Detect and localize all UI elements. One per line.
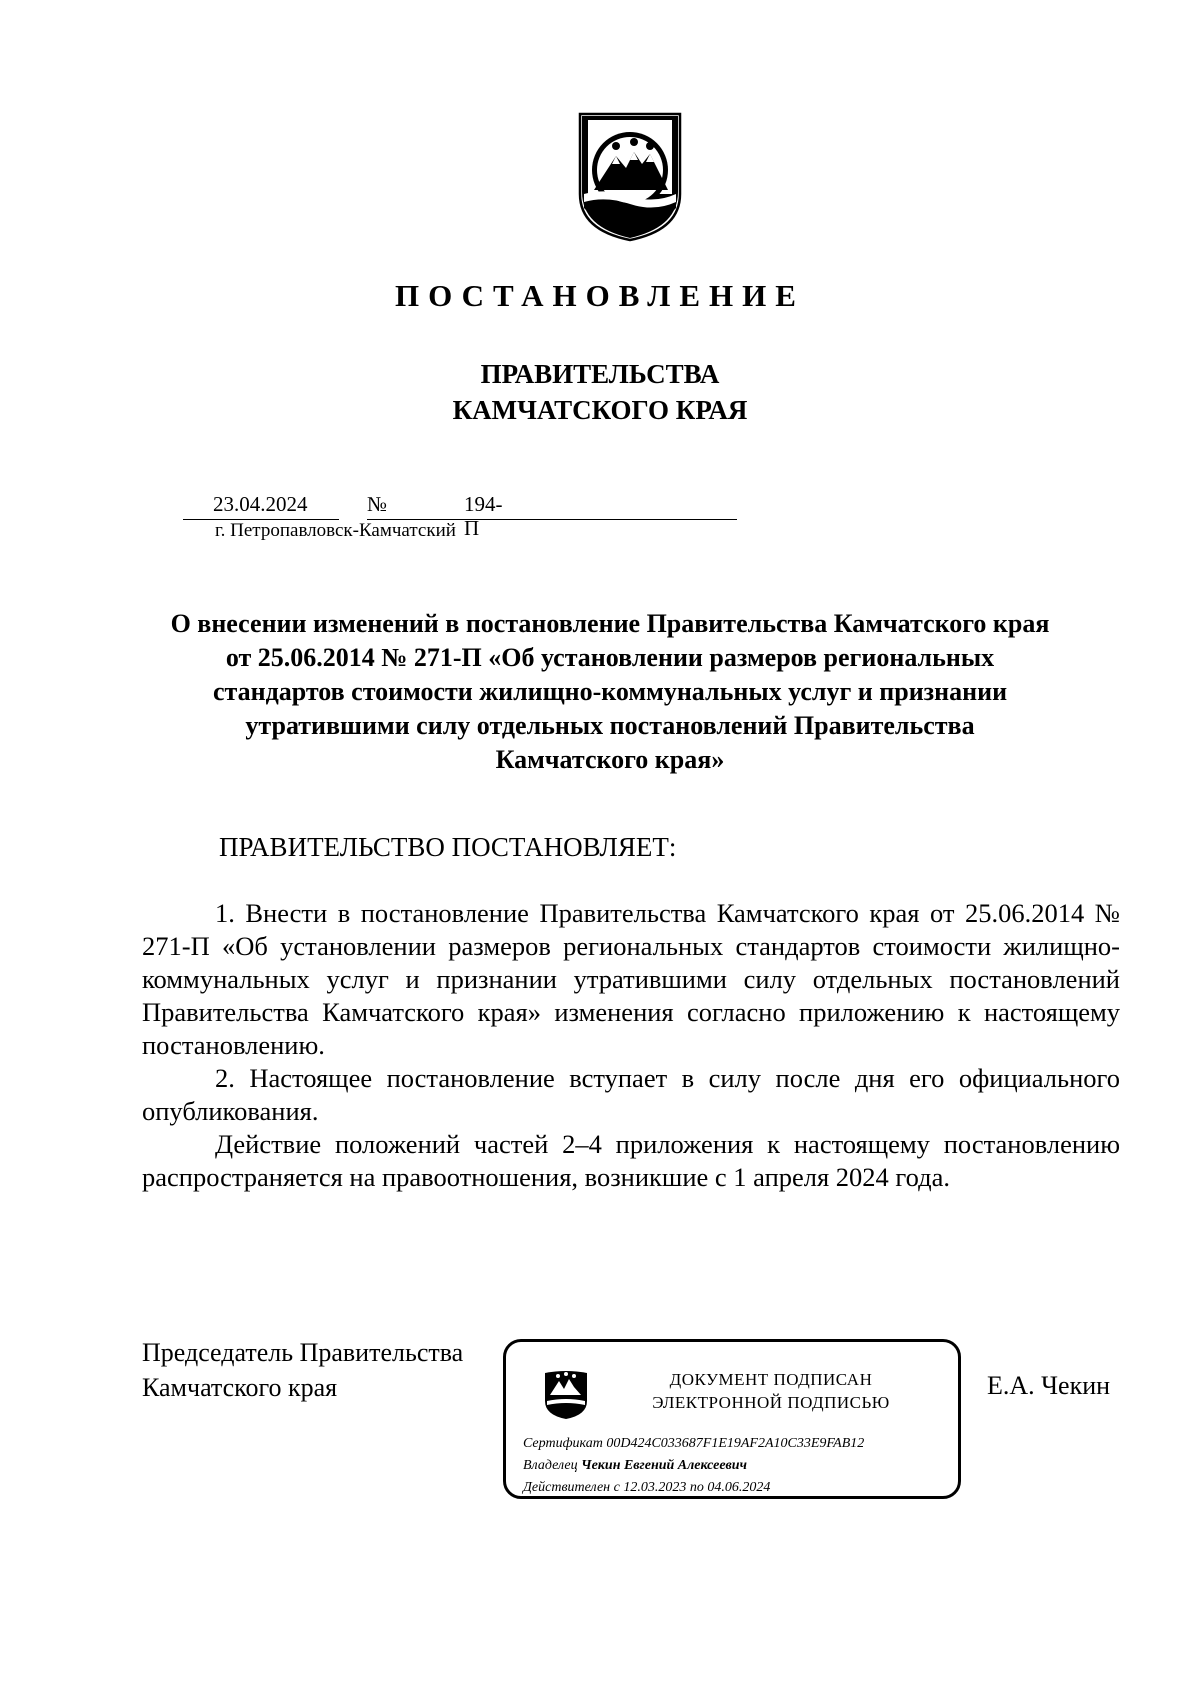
- stamp-emblem-icon: [543, 1369, 589, 1421]
- paragraph-3: Действие положений частей 2–4 приложения к настоящему постановлению распространяется на правоотношения, возникшие с 1 апреля 2024 года.: [142, 1129, 1120, 1192]
- stamp-header-line-2: ЭЛЕКТРОННОЙ ПОДПИСЬЮ: [652, 1393, 890, 1412]
- electronic-signature-stamp: [503, 1339, 961, 1499]
- heading-line: от 25.06.2014 № 271-П «Об установлении размеров региональных: [225, 643, 995, 672]
- heading-line: О внесении изменений в постановление Правительства Камчатского края: [170, 609, 1050, 638]
- issuing-authority: [0, 356, 1200, 428]
- decree-statement: ПРАВИТЕЛЬСТВО ПОСТАНОВЛЯЕТ:: [219, 832, 677, 862]
- valid-from: 12.03.2023: [623, 1480, 687, 1495]
- stamp-certificate: [523, 1436, 864, 1452]
- heading-line: стандартов стоимости жилищно-коммунальных услуг и признании: [212, 677, 1008, 706]
- authority-line-2: КАМЧАТСКОГО КРАЯ: [452, 395, 748, 425]
- paragraph-2: 2. Настоящее постановление вступает в силу после дня его официального опубликования.: [142, 1063, 1120, 1126]
- stamp-validity: [523, 1480, 770, 1496]
- kamchatka-coat-of-arms-icon: [576, 112, 684, 242]
- city: г. Петропавловск-Камчатский: [215, 520, 456, 541]
- stamp-header-line-1: ДОКУМЕНТ ПОДПИСАН: [669, 1370, 873, 1389]
- number-sign: №: [367, 492, 388, 516]
- validity-mid: по: [689, 1480, 704, 1495]
- stamp-header: [606, 1368, 936, 1414]
- position-line-1: Председатель Правительства: [142, 1338, 464, 1367]
- owner-label: Владелец: [523, 1458, 578, 1473]
- certificate-value: 00D424C033687F1E19AF2A10C33E9FAB12: [606, 1436, 865, 1451]
- document-heading: [140, 607, 1080, 777]
- stamp-owner: [523, 1458, 747, 1474]
- owner-value: Чекин Евгений Алексеевич: [581, 1458, 747, 1473]
- validity-prefix: Действителен с: [523, 1480, 620, 1495]
- heading-line: Камчатского края»: [495, 745, 725, 774]
- heading-line: утратившими силу отдельных постановлений Правительства: [245, 711, 975, 740]
- signatory-position: [142, 1335, 463, 1405]
- document-date: 23.04.2024: [213, 492, 308, 516]
- authority-line-1: ПРАВИТЕЛЬСТВА: [480, 359, 720, 389]
- document-type-title: ПОСТАНОВЛЕНИЕ: [395, 278, 805, 313]
- position-line-2: Камчатского края: [142, 1373, 338, 1402]
- certificate-label: Сертификат: [523, 1436, 603, 1451]
- signatory-name: Е.А. Чекин: [987, 1371, 1111, 1400]
- paragraph-1: 1. Внести в постановление Правительства Камчатского края от 25.06.2014 № 271-П «Об установлении размеров региональных стандартов стоимости жилищно-коммунальных услуг и признании утратившими силу отдельных постановлений Правительства Камчатского края» изменения согласно приложению к настоящему постановлению.: [142, 898, 1120, 1060]
- valid-to: 04.06.2024: [707, 1480, 771, 1495]
- document-number: 194-П: [464, 492, 503, 540]
- document-body: [142, 897, 1120, 1194]
